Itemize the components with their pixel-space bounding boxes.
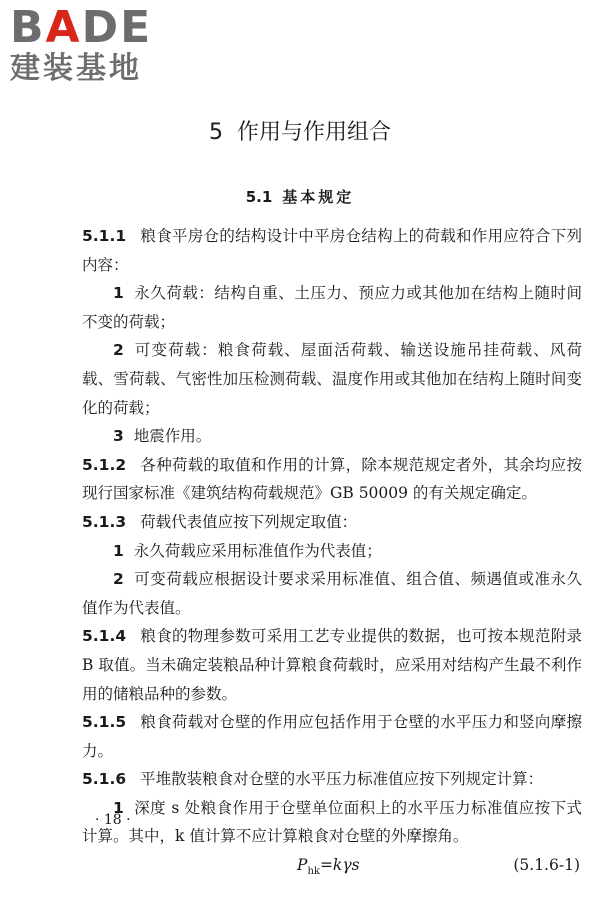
clause-paragraph [82,451,582,508]
chapter-title-text: 作用与作用组合 [236,120,391,145]
clause-paragraph [82,222,582,279]
paragraph-text: 可变荷载：粮食荷载、屋面活荷载、输送设施吊挂荷载、风荷载、雪荷载、气密性加压检测荷载、温度作用或其他加在结构上随时间变化的荷载； [82,341,582,417]
item-paragraph [82,565,582,622]
paragraph-text: 深度 s 处粮食作用于仓壁单位面积上的水平压力标准值应按下式计算。其中，k 值计算不应计算粮食对仓壁的外摩擦角。 [82,798,582,846]
paragraph-text: 地震作用。 [133,427,212,446]
paragraph-text: 荷载代表值应按下列规定取值： [140,512,358,531]
item-number: 1 [113,798,124,817]
paragraph-text: 粮食的物理参数可采用工艺专业提供的数据，也可按本规范附录 B 取值。当未确定装粮品种计算粮食荷载时，应采用对结构产生最不利作用的储粮品种的参数。 [82,627,582,703]
item-paragraph [82,422,582,451]
paragraph-text: 永久荷载应采用标准值作为代表值； [133,541,382,560]
body-text [82,222,582,879]
paragraph-text: 可变荷载应根据设计要求采用标准值、组合值、频遇值或准永久值作为代表值。 [82,570,582,617]
item-number: 3 [113,427,124,446]
formula: $P_{hk}=k\gamma s$ [297,856,360,878]
chapter-number: 5 [208,120,223,145]
paragraph-text: 永久荷载：结构自重、土压力、预应力或其他加在结构上随时间不变的荷载； [82,284,582,331]
item-number: 2 [113,570,124,589]
clause-number: 5.1.1 [82,227,127,245]
clause-number: 5.1.6 [82,770,127,789]
clause-paragraph [82,622,582,708]
clause-paragraph [82,765,582,794]
paragraph-text: 粮食平房仓的结构设计中平房仓结构上的荷载和作用应符合下列内容： [82,227,582,274]
section-number: 5.1 [245,188,273,206]
logo-wordmark: BADE [10,2,153,53]
item-number: 1 [113,541,124,560]
logo-chinese-text: 建装基地 [10,51,142,86]
section-title-text: 基本规定 [282,188,355,206]
clause-paragraph [82,708,582,765]
paragraph-text: 平堆散装粮食对仓壁的水平压力标准值应按下列规定计算： [140,770,544,789]
clause-paragraph [82,508,582,537]
section-title [0,186,600,208]
bade-logo [10,2,180,86]
clause-number: 5.1.3 [82,512,127,531]
item-number: 1 [113,284,124,303]
formula-line [82,851,582,879]
clause-number: 5.1.4 [82,627,127,646]
formula-number: (5.1.6-1) [513,856,580,875]
paragraph-text: 粮食荷载对仓壁的作用应包括作用于仓壁的水平压力和竖向摩擦力。 [82,713,582,760]
clause-number: 5.1.5 [82,713,127,732]
item-number: 2 [113,341,124,360]
clause-number: 5.1.2 [82,455,127,474]
item-paragraph [82,537,582,566]
paragraph-text: 各种荷载的取值和作用的计算，除本规范规定者外，其余均应按现行国家标准《建筑结构荷载规范》GB 50009 的有关规定确定。 [82,455,582,503]
chapter-title [0,118,600,148]
item-paragraph [82,794,582,851]
item-paragraph [82,279,582,336]
page-number: · 18 · [95,812,131,828]
item-paragraph [82,336,582,422]
